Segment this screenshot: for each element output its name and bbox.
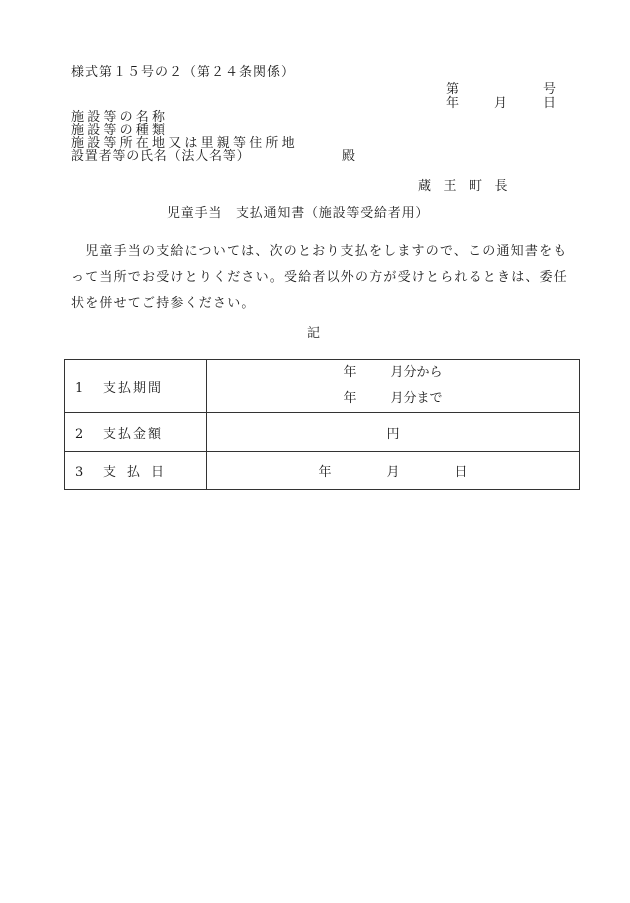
period-to	[207, 386, 579, 412]
period-to-year: 年	[343, 391, 357, 406]
payment-date-year: 年	[318, 465, 332, 480]
facility-address-label: 施設等所在地又は里親等住所地	[71, 136, 298, 151]
row-label: 支払金額	[103, 426, 164, 442]
facility-name-label: 施設等の名称	[71, 110, 169, 125]
issue-date-year: 年	[446, 96, 460, 111]
table-row-payment-amount	[65, 413, 580, 452]
payment-date-month: 月	[386, 465, 400, 480]
row-number: 1	[75, 380, 84, 396]
row-label: 支払期間	[103, 380, 164, 396]
table-row-payment-date	[65, 452, 580, 490]
doc-number-prefix: 第	[446, 82, 460, 97]
payment-period-value-cell	[207, 360, 580, 413]
payment-date-label-cell	[65, 452, 207, 490]
period-from-year: 年	[343, 365, 357, 380]
body-text: 児童手当の支給については、次のとおり支払をしますので、この通知書をもって当所でお受けとりください。受給者以外の方が受けとられるときは、委任状を併せてご持参ください。	[71, 244, 569, 311]
issuer: 蔵王町長	[418, 179, 521, 194]
document-title: 児童手当 支払通知書（施設等受給者用）	[167, 206, 430, 221]
body-paragraph	[71, 239, 571, 317]
amount-unit: 円	[386, 426, 400, 442]
table-row-payment-period	[65, 360, 580, 413]
row-number: 2	[75, 426, 84, 442]
payment-date-day: 日	[454, 465, 468, 480]
issue-date-month: 月	[494, 96, 508, 111]
period-from-month: 月分から	[390, 365, 443, 380]
facility-type-label: 施設等の種類	[71, 123, 169, 138]
doc-number-suffix: 号	[543, 82, 557, 97]
honorific: 殿	[342, 149, 356, 164]
issue-date-day: 日	[543, 96, 557, 111]
row-label: 支払日	[103, 465, 176, 480]
ki-heading: 記	[307, 326, 321, 341]
operator-name-label: 設置者等の氏名（法人名等）	[71, 149, 251, 164]
period-to-month: 月分まで	[390, 391, 443, 406]
row-number: 3	[75, 465, 84, 480]
payment-amount-value-cell	[207, 413, 580, 452]
payment-period-label-cell	[65, 360, 207, 413]
payment-date-value-cell	[207, 452, 580, 490]
form-number: 様式第１５号の２（第２４条関係）	[71, 65, 296, 80]
period-from	[207, 360, 579, 386]
payment-table	[64, 359, 580, 490]
payment-amount-label-cell	[65, 413, 207, 452]
